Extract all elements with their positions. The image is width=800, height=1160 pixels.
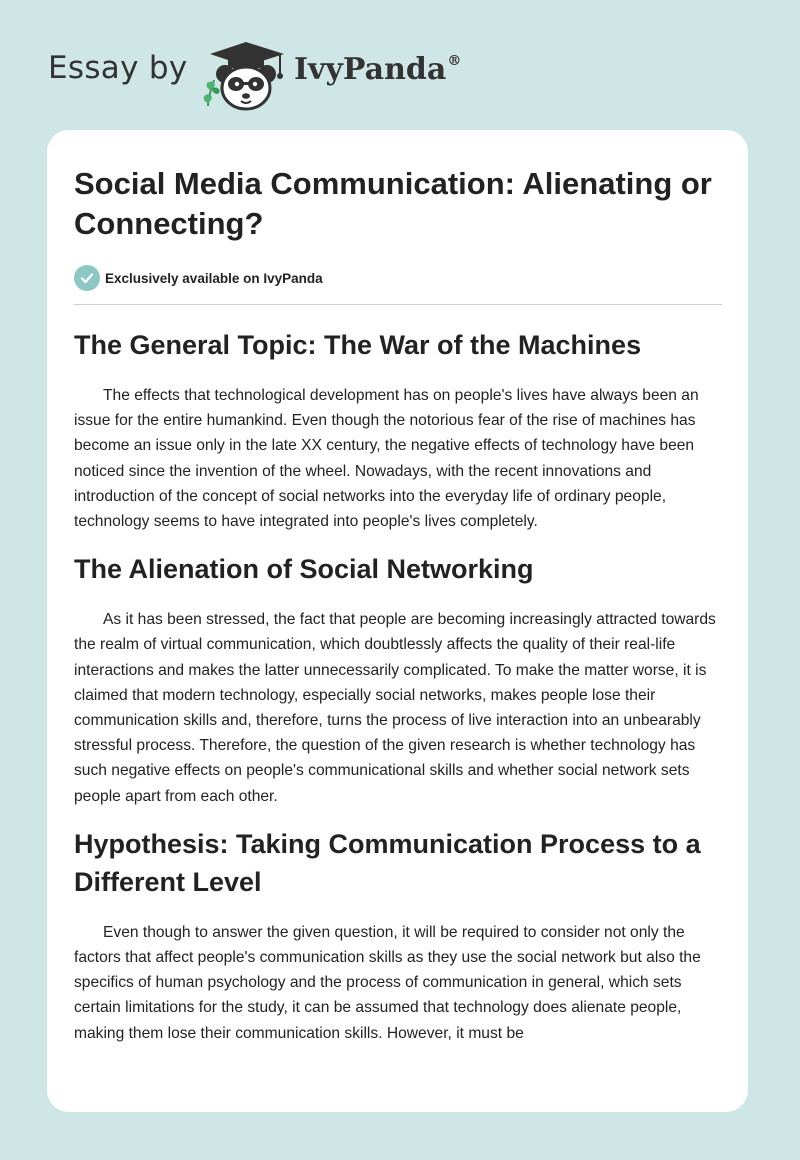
exclusive-label: Exclusively available on IvyPanda [105,270,323,286]
section-paragraph: As it has been stressed, the fact that people are becoming increasingly attracted towards the realm of virtual communication, which doubtlessly affects the quality of their real-life interactions and makes the latter unnecessarily complicated. To make the matter worse, it is claimed that modern technology, especially social networks, makes people lose their communication skills and, therefore, turns the process of live interaction into an unbearably stressful process. Therefore, the question of the given research is whether technology has such negative effects on people's communicational skills and whether social network sets people apart from each other. [74,611,716,805]
section-heading: The Alienation of Social Networking [74,554,534,585]
brand-text: IvyPanda [294,52,447,87]
section-paragraph: The effects that technological development has on people's lives have always been an issue for the entire humankind. Even though the notorious fear of the rise of machines has become an issue only in the late XX century, the negative effects of technology have been noticed since the invention of the wheel. Nowadays, with the recent innovations and introduction of the concept of social networks into the everyday life of ordinary people, technology seems to have integrated into people's lives completely. [74,387,699,531]
essay-title: Social Media Communication: Alienating or Connecting? [74,166,712,241]
checkmark-icon [74,265,100,291]
section-paragraph: Even though to answer the given question, it will be required to consider not only the factors that affect people's communication skills as they use the social network but also the specifics of human psychology and the process of communication in general, which sets certain limitations for the study, it can be assumed that technology does alienate people, making them lose their communication skills. However, it must be [74,923,701,1042]
exclusive-badge [74,264,722,292]
registered-mark: ® [447,53,462,69]
brand-name[interactable] [294,52,461,87]
essay-by-label: Essay by [48,50,188,86]
section-heading: The General Topic: The War of the Machines [74,330,642,360]
panda-logo-icon[interactable] [200,36,290,112]
title-divider [74,304,722,305]
section-heading: Hypothesis: Taking Communication Process to a Different Level [74,828,701,897]
essay-content [74,164,722,1046]
essay-card [47,130,748,1112]
site-header [0,0,800,130]
